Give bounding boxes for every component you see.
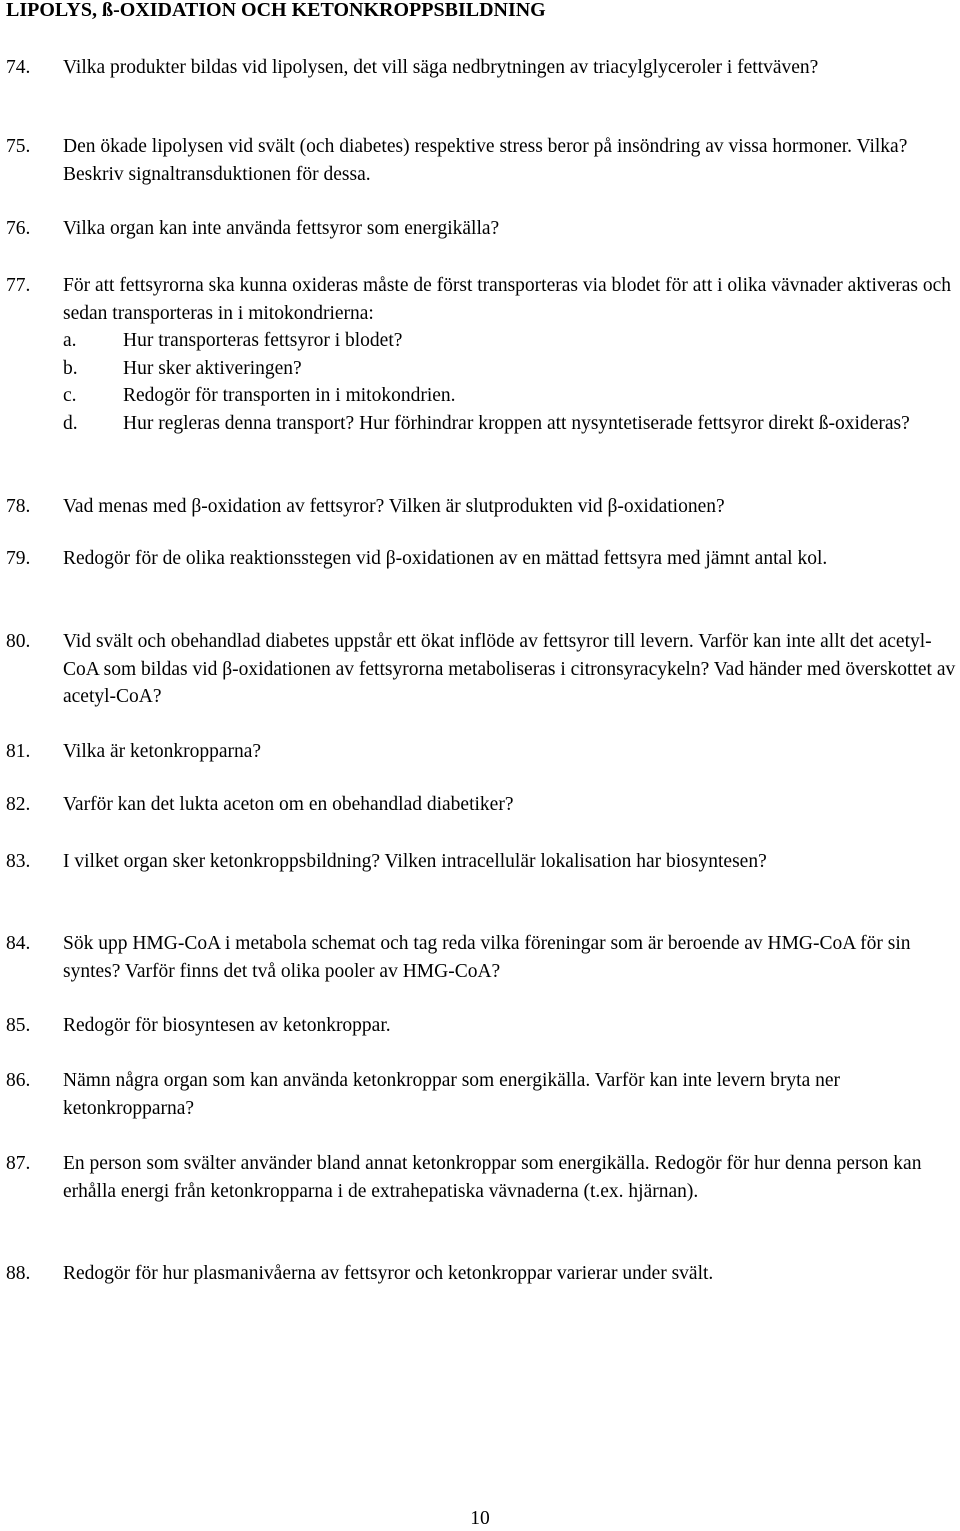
question-text: Vid svält och obehandlad diabetes uppstår ett ökat inflöde av fettsyror till levern. Varför kan inte allt det acetyl-CoA som bildas vid β-oxidationen av fettsyrorna metaboliseras i citronsyracykeln? Vad händer med överskottet av acetyl-CoA?	[63, 631, 956, 707]
subquestion-b	[63, 355, 960, 383]
question-number: 79.	[6, 548, 31, 569]
question-85	[6, 1012, 960, 1040]
page-number: 10	[470, 1508, 490, 1529]
question-text: Redogör för hur plasmanivåerna av fettsyror och ketonkroppar varierar under svält.	[63, 1263, 714, 1284]
question-text: Den ökade lipolysen vid svält (och diabetes) respektive stress beror på insöndring av vissa hormoner. Vilka? Beskriv signaltransduktionen för dessa.	[63, 136, 908, 185]
question-text: För att fettsyrorna ska kunna oxideras måste de först transporteras via blodet för att i olika vävnader aktiveras och sedan transporteras in i mitokondrierna:	[63, 275, 952, 324]
question-text: Vilka är ketonkropparna?	[63, 741, 262, 762]
question-number: 88.	[6, 1263, 31, 1284]
subquestion-letter: b.	[63, 357, 78, 379]
question-text: Redogör för de olika reaktionsstegen vid β-oxidationen av en mättad fettsyra med jämnt antal kol.	[63, 548, 828, 569]
question-80	[6, 628, 960, 711]
question-number: 83.	[6, 851, 31, 872]
question-77	[6, 272, 960, 437]
subquestion-text: Redogör för transporten in i mitokondrien.	[123, 385, 456, 406]
question-text: En person som svälter använder bland annat ketonkroppar som energikälla. Redogör för hur denna person kan erhålla energi från ketonkropparna i de extrahepatiska vävnaderna (t.ex. hjärnan).	[63, 1153, 922, 1202]
question-84	[6, 930, 960, 985]
question-number: 87.	[6, 1153, 31, 1174]
subquestion-letter: d.	[63, 412, 78, 434]
question-74	[6, 54, 960, 82]
question-number: 80.	[6, 631, 31, 652]
question-text: Sök upp HMG-CoA i metabola schemat och tag reda vilka föreningar som är beroende av HMG-CoA för sin syntes? Varför finns det två olika pooler av HMG-CoA?	[63, 933, 911, 982]
question-text: Nämn några organ som kan använda ketonkroppar som energikälla. Varför kan inte levern bryta ner ketonkropparna?	[63, 1070, 841, 1119]
question-88	[6, 1260, 960, 1288]
question-79	[6, 545, 960, 573]
section-heading: LIPOLYS, ß-OXIDATION OCH KETONKROPPSBILDNING	[6, 0, 546, 21]
subquestion-c	[63, 382, 960, 410]
question-text: Redogör för biosyntesen av ketonkroppar.	[63, 1015, 391, 1036]
question-82	[6, 791, 960, 819]
question-number: 76.	[6, 218, 31, 239]
question-86	[6, 1067, 960, 1122]
question-number: 81.	[6, 741, 31, 762]
question-text: I vilket organ sker ketonkroppsbildning? Vilken intracellulär lokalisation har biosyntesen?	[63, 851, 767, 872]
question-number: 85.	[6, 1015, 31, 1036]
subquestion-a	[63, 327, 960, 355]
subquestion-text: Hur sker aktiveringen?	[123, 357, 302, 379]
subquestion-d	[63, 410, 960, 438]
question-number: 82.	[6, 794, 31, 815]
question-number: 77.	[6, 275, 31, 296]
question-75	[6, 133, 960, 188]
question-78	[6, 493, 960, 521]
question-87	[6, 1150, 960, 1205]
question-number: 74.	[6, 57, 31, 78]
question-number: 75.	[6, 136, 31, 157]
question-76	[6, 215, 960, 243]
question-81	[6, 738, 960, 766]
question-text: Vad menas med β-oxidation av fettsyror? Vilken är slutprodukten vid β-oxidationen?	[63, 496, 725, 517]
subquestion-letter: c.	[63, 385, 77, 406]
question-text: Varför kan det lukta aceton om en obehandlad diabetiker?	[63, 794, 514, 815]
subquestion-letter: a.	[63, 330, 77, 351]
question-number: 84.	[6, 933, 31, 954]
subquestion-text: Hur regleras denna transport? Hur förhindrar kroppen att nysyntetiserade fettsyror direkt ß-oxideras?	[123, 412, 910, 434]
question-text: Vilka produkter bildas vid lipolysen, det vill säga nedbrytningen av triacylglyceroler i fettväven?	[63, 57, 819, 78]
question-body	[63, 272, 960, 437]
subquestion-text: Hur transporteras fettsyror i blodet?	[123, 330, 403, 351]
question-number: 78.	[6, 496, 31, 517]
question-83	[6, 848, 960, 876]
question-number: 86.	[6, 1070, 31, 1091]
question-text: Vilka organ kan inte använda fettsyror som energikälla?	[63, 218, 500, 239]
